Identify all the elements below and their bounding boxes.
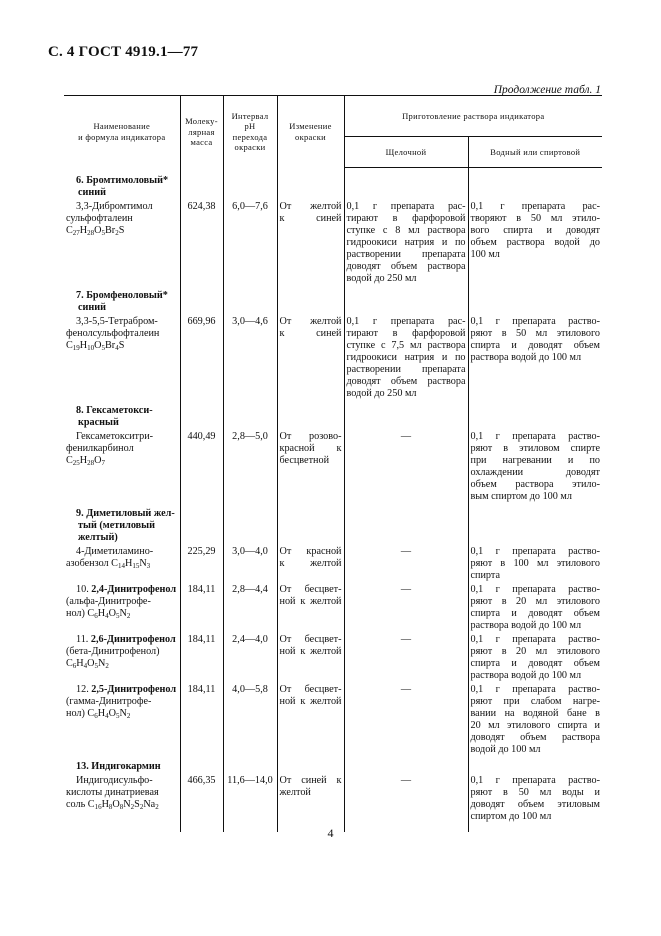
- alkaline-prep: [344, 200, 468, 286]
- text-line: 0,1 г препарата рас-: [346, 200, 466, 212]
- color-change: [277, 545, 344, 583]
- text-line: к синей: [279, 327, 342, 339]
- empty-cell: [468, 504, 602, 545]
- indicator-title-row: [64, 401, 602, 430]
- text-line: к желтой: [279, 557, 342, 569]
- text-line: 3,3-Дибромтимол: [76, 200, 153, 212]
- text-line: $C_{27}H_{28}O_5Br_2S$: [66, 224, 125, 237]
- text-line: водой до 100 мл: [470, 743, 541, 755]
- empty-cell: [344, 286, 468, 315]
- text-line: 7. Бромфеноловый*: [76, 289, 168, 301]
- molar-mass: 184,11: [180, 583, 223, 633]
- text-line: $C_{19}H_{10}O_5Br_4S$: [66, 339, 125, 352]
- text-line: 6. Бромтимоловый*: [76, 174, 169, 186]
- empty-cell: [223, 757, 277, 774]
- text-line: От бесцвет-: [279, 633, 342, 645]
- text-line: вании на водяной бане в: [470, 707, 600, 719]
- text-line: тирают в фарфоровой: [346, 212, 466, 224]
- empty-cell: [223, 286, 277, 315]
- text-line: (бета-Динитрофенол): [66, 645, 160, 657]
- header-alkaline: Щелочной: [344, 137, 468, 168]
- text-line: 10. 2,4-Динитрофенол: [76, 583, 177, 595]
- text-line: доводят объем раствора: [470, 731, 600, 743]
- text-line: Индигодисульфо-: [76, 774, 153, 786]
- text-line: раствора водой до 100 мл: [470, 619, 582, 631]
- indicator-title: [64, 504, 180, 545]
- text-line: охлаждении доводят: [470, 466, 600, 478]
- indicator-title-row: [64, 286, 602, 315]
- indicator-row: [64, 633, 602, 683]
- empty-cell: [277, 757, 344, 774]
- indicator-title: [64, 286, 180, 315]
- molar-mass: 184,11: [180, 683, 223, 757]
- text-line: вым спиртом до 100 мл: [470, 490, 572, 502]
- indicator-title-row: [64, 168, 602, 200]
- alkaline-prep: —: [344, 683, 468, 757]
- text-line: тирают в фарфоровой: [346, 327, 466, 339]
- text-line: ной к желтой: [279, 595, 342, 607]
- text-line: к синей: [279, 212, 342, 224]
- text-line: 13. Индигокармин: [76, 760, 161, 772]
- text-line: 0,1 г препарата раство-: [470, 583, 600, 595]
- text-line: $C_{25}H_{28}O_7$: [66, 454, 106, 467]
- text-line: 0,1 г препарата рас-: [470, 200, 600, 212]
- alkaline-prep: [344, 315, 468, 401]
- text-line: (альфа-Динитрофе-: [66, 595, 151, 607]
- chemical-name: [64, 683, 180, 757]
- molar-mass: 466,35: [180, 774, 223, 824]
- text-line: спирта и доводят объем: [470, 339, 600, 351]
- empty-cell: [223, 168, 277, 200]
- indicator-title: [64, 401, 180, 430]
- empty-cell: [468, 401, 602, 430]
- text-line: ной к желтой: [279, 645, 342, 657]
- molar-mass: 669,96: [180, 315, 223, 401]
- header-name: Наименование и формула индикатора: [64, 96, 180, 168]
- alkaline-prep: —: [344, 774, 468, 824]
- aqueous-prep: [468, 200, 602, 286]
- text-line: творяют в 50 мл этило-: [470, 212, 600, 224]
- empty-cell: [223, 401, 277, 430]
- text-line: нол) $C_6H_4O_5N_2$: [66, 607, 131, 620]
- text-line: спирта и доводят объем: [470, 657, 600, 669]
- indicator-row: [64, 315, 602, 401]
- text-line: соль $C_{16}H_8O_8N_2S_2Na_2$: [66, 798, 159, 811]
- text-line: тый (метиловый: [78, 519, 155, 531]
- chemical-name: [64, 430, 180, 504]
- indicator-title-row: [64, 504, 602, 545]
- text-line: ступке с 7,5 мл раствора: [346, 339, 466, 351]
- text-line: азобензол $C_{14}H_{15}N_3$: [66, 557, 151, 570]
- empty-cell: [468, 757, 602, 774]
- text-line: доводят объем раствора: [346, 375, 466, 387]
- empty-cell: [223, 504, 277, 545]
- text-line: ряют в 50 мл воды и: [470, 786, 600, 798]
- color-change: [277, 200, 344, 286]
- chemical-name: [64, 583, 180, 633]
- text-line: ной к желтой: [279, 695, 342, 707]
- text-line: спиртом до 100 мл: [470, 810, 552, 822]
- text-line: (гамма-Динитрофе-: [66, 695, 152, 707]
- color-change: [277, 774, 344, 824]
- empty-cell: [344, 401, 468, 430]
- chemical-name: [64, 633, 180, 683]
- alkaline-prep: —: [344, 545, 468, 583]
- text-line: кислоты динатриевая: [66, 786, 159, 798]
- indicator-title: [64, 757, 180, 774]
- ph-interval: 2,8—5,0: [223, 430, 277, 504]
- color-change: [277, 583, 344, 633]
- text-line: ряют в 20 мл этилового: [470, 645, 600, 657]
- empty-cell: [180, 168, 223, 200]
- text-line: 100 мл: [470, 248, 500, 260]
- text-line: нол) $C_6H_4O_5N_2$: [66, 707, 131, 720]
- indicator-row: [64, 430, 602, 504]
- text-line: $C_6H_4O_5N_2$: [66, 657, 109, 670]
- header-mass: Молеку- лярная масса: [180, 96, 223, 168]
- text-line: гидроокиси натрия и по: [346, 351, 466, 363]
- text-line: ряют в 50 мл этилового: [470, 327, 600, 339]
- empty-cell: [180, 757, 223, 774]
- molar-mass: 225,29: [180, 545, 223, 583]
- aqueous-prep: [468, 683, 602, 757]
- header-color: Изменение окраски: [277, 96, 344, 168]
- molar-mass: 440,49: [180, 430, 223, 504]
- text-line: водой до 250 мл: [346, 272, 417, 284]
- ph-interval: 3,0—4,0: [223, 545, 277, 583]
- ph-interval: 6,0—7,6: [223, 200, 277, 286]
- page-header: С. 4 ГОСТ 4919.1—77: [48, 44, 199, 60]
- molar-mass: 184,11: [180, 633, 223, 683]
- text-line: красной к: [279, 442, 342, 454]
- text-line: ряют в 100 мл этилового: [470, 557, 600, 569]
- text-line: От бесцвет-: [279, 683, 342, 695]
- indicator-row: [64, 200, 602, 286]
- text-line: От бесцвет-: [279, 583, 342, 595]
- text-line: растворении препарата: [346, 248, 466, 260]
- text-line: спирта: [470, 569, 500, 581]
- text-line: желтой: [279, 786, 311, 798]
- alkaline-prep: —: [344, 583, 468, 633]
- molar-mass: 624,38: [180, 200, 223, 286]
- text-line: 3,3-5,5-Тетрабром-: [76, 315, 158, 327]
- indicator-row: [64, 683, 602, 757]
- text-line: ряют при слабом нагре-: [470, 695, 600, 707]
- text-line: 0,1 г препарата раство-: [470, 633, 600, 645]
- text-line: фенолсульфофталеин: [66, 327, 160, 339]
- text-line: 0,1 г препарата раство-: [470, 545, 600, 557]
- text-line: 20 мл этилового спирта и: [470, 719, 600, 731]
- text-line: доводят объем раствора: [346, 260, 466, 272]
- continuation-label: Продолжение табл. 1: [493, 84, 601, 96]
- chemical-name: [64, 200, 180, 286]
- text-line: вого спирта и доводят: [470, 224, 600, 236]
- empty-cell: [344, 168, 468, 200]
- text-line: От розово-: [279, 430, 342, 442]
- aqueous-prep: [468, 545, 602, 583]
- empty-cell: [277, 401, 344, 430]
- text-line: 9. Диметиловый жел-: [76, 507, 175, 519]
- indicator-row: [64, 545, 602, 583]
- ph-interval: 2,4—4,0: [223, 633, 277, 683]
- header-aqueous: Водный или спиртовой: [468, 137, 602, 168]
- ph-interval: 2,8—4,4: [223, 583, 277, 633]
- text-line: 0,1 г препарата раство-: [470, 774, 600, 786]
- text-line: От синей к: [279, 774, 342, 786]
- indicator-table: [64, 95, 602, 832]
- indicator-title-row: [64, 757, 602, 774]
- text-line: 0,1 г препарата раство-: [470, 430, 600, 442]
- ph-interval: 3,0—4,6: [223, 315, 277, 401]
- text-line: синий: [78, 186, 107, 198]
- text-line: 0,1 г препарата раство-: [470, 315, 600, 327]
- empty-cell: [344, 504, 468, 545]
- empty-cell: [468, 286, 602, 315]
- alkaline-prep: —: [344, 430, 468, 504]
- header-ph: Интервал рН перехода окраски: [223, 96, 277, 168]
- header-prep: Приготовление раствора индикатора: [344, 96, 602, 137]
- text-line: красный: [78, 416, 119, 428]
- color-change: [277, 315, 344, 401]
- text-line: От желтой: [279, 315, 342, 327]
- empty-cell: [277, 504, 344, 545]
- text-line: гидроокиси натрия и по: [346, 236, 466, 248]
- text-line: ряют в 20 мл этилового: [470, 595, 600, 607]
- aqueous-prep: [468, 315, 602, 401]
- text-line: От желтой: [279, 200, 342, 212]
- text-line: 0,1 г препарата рас-: [346, 315, 466, 327]
- aqueous-prep: [468, 583, 602, 633]
- aqueous-prep: [468, 633, 602, 683]
- alkaline-prep: —: [344, 633, 468, 683]
- text-line: желтый): [78, 531, 118, 543]
- text-line: спирта и доводят объем: [470, 607, 600, 619]
- indicator-row: [64, 583, 602, 633]
- text-line: при нагревании и по: [470, 454, 600, 466]
- text-line: растворении препарата: [346, 363, 466, 375]
- empty-cell: [180, 504, 223, 545]
- empty-cell: [344, 757, 468, 774]
- text-line: 12. 2,5-Динитрофенол: [76, 683, 177, 695]
- page-number: 4: [327, 826, 334, 840]
- chemical-name: [64, 774, 180, 824]
- empty-cell: [180, 286, 223, 315]
- text-line: раствора водой до 100 мл: [470, 351, 582, 363]
- indicator-row: [64, 774, 602, 824]
- text-line: доводят объем этиловым: [470, 798, 600, 810]
- text-line: 8. Гексаметокси-: [76, 404, 153, 416]
- text-line: 11. 2,6-Динитрофенол: [76, 633, 176, 645]
- text-line: ступке с 8 мл раствора: [346, 224, 466, 236]
- text-line: 0,1 г препарата раство-: [470, 683, 600, 695]
- color-change: [277, 633, 344, 683]
- empty-cell: [277, 168, 344, 200]
- empty-cell: [277, 286, 344, 315]
- text-line: фенилкарбинол: [66, 442, 134, 454]
- empty-cell: [180, 401, 223, 430]
- text-line: ряют в этиловом спирте: [470, 442, 600, 454]
- text-line: От красной: [279, 545, 342, 557]
- text-line: сульфофталеин: [66, 212, 133, 224]
- ph-interval: 4,0—5,8: [223, 683, 277, 757]
- text-line: Гексаметокситри-: [76, 430, 154, 442]
- empty-cell: [468, 168, 602, 200]
- chemical-name: [64, 315, 180, 401]
- aqueous-prep: [468, 774, 602, 824]
- text-line: синий: [78, 301, 107, 313]
- text-line: 4-Диметиламино-: [76, 545, 154, 557]
- color-change: [277, 430, 344, 504]
- indicator-title: [64, 168, 180, 200]
- chemical-name: [64, 545, 180, 583]
- color-change: [277, 683, 344, 757]
- ph-interval: 11,6—14,0: [223, 774, 277, 824]
- text-line: бесцветной: [279, 454, 330, 466]
- text-line: объем раствора этило-: [470, 478, 600, 490]
- text-line: раствора водой до 100 мл: [470, 669, 582, 681]
- text-line: водой до 250 мл: [346, 387, 417, 399]
- aqueous-prep: [468, 430, 602, 504]
- text-line: объем раствора водой до: [470, 236, 600, 248]
